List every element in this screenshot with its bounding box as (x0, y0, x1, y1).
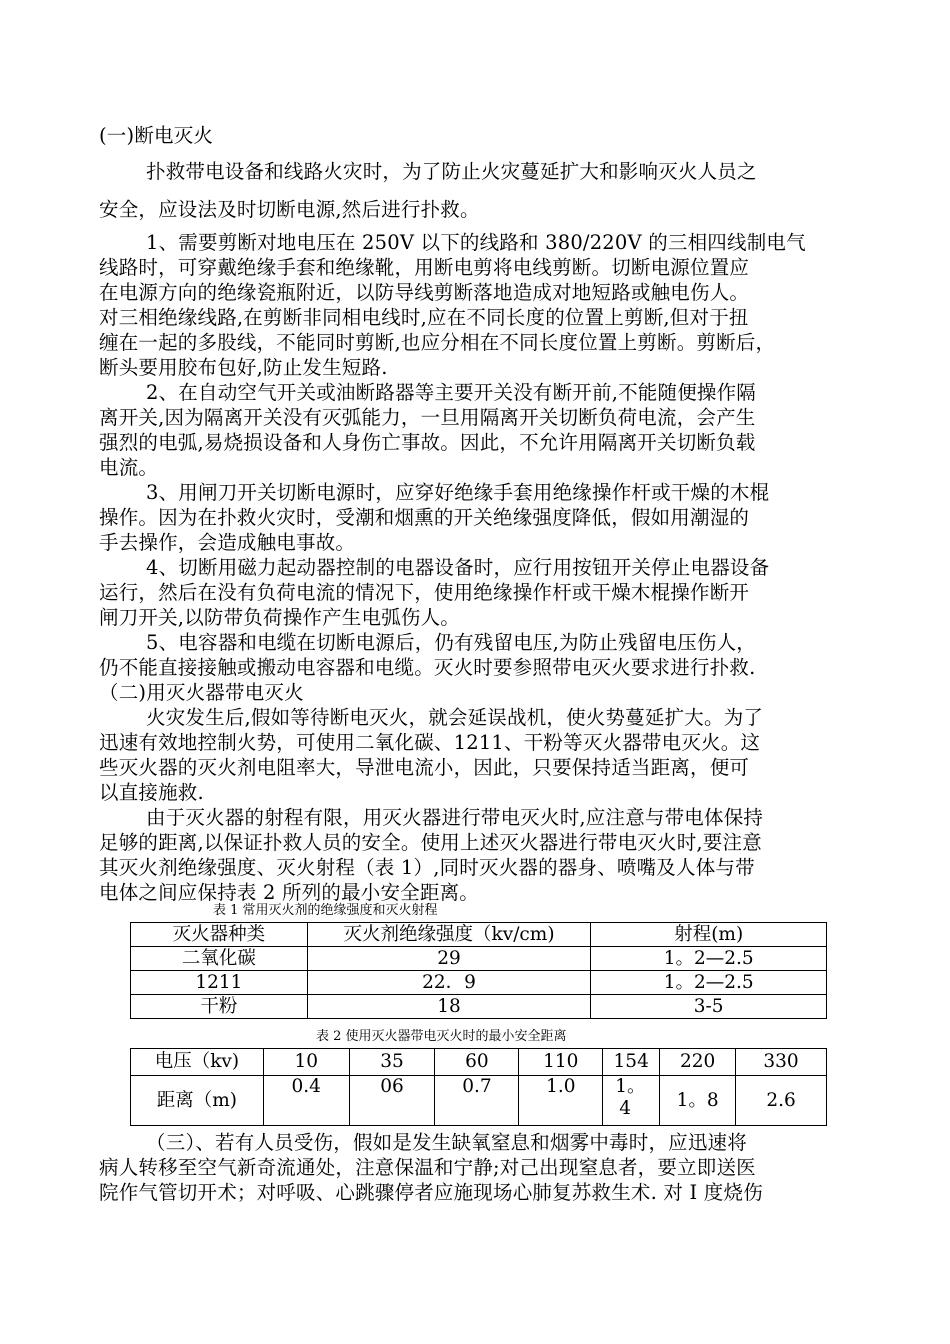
table-cell: 1。2—2.5 (591, 947, 827, 971)
table1 (130, 922, 827, 1019)
table1-header: 灭火器种类 (131, 923, 308, 947)
table-cell: 0.4 (263, 1076, 349, 1126)
table-cell: 距离（m) (131, 1076, 264, 1126)
table-cell: 电压（kv) (131, 1049, 264, 1076)
paragraph-line: 电体之间应保持表 2 所列的最小安全距离。 (99, 881, 480, 904)
paragraph-line: 手去操作，会造成触电事故。 (99, 531, 356, 554)
paragraph-line: 足够的距离,以保证扑救人员的安全。使用上述灭火器进行带电灭火时,要注意 (99, 831, 762, 854)
paragraph-line: 强烈的电弧,易烧损设备和人身伤亡事故。因此，不允许用隔离开关切断负载 (99, 431, 756, 454)
paragraph-line: 缠在一起的多股线，不能同时剪断,也应分相在不同长度位置上剪断。剪断后， (99, 331, 776, 354)
table1-header: 灭火剂绝缘强度（kv/cm) (307, 923, 591, 947)
table-cell: 18 (307, 995, 591, 1019)
table-cell: 3-5 (591, 995, 827, 1019)
table2-caption: 表 2 使用灭火器带电灭火时的最小安全距离 (316, 1029, 567, 1044)
table-cell: 154 (603, 1049, 660, 1076)
paragraph-line: 由于灭火器的射程有限，用灭火器进行带电灭火时,应注意与带电体保持 (146, 806, 764, 829)
paragraph-line: 对三相绝缘线路,在剪断非同相电线时,应在不同长度的位置上剪断,但对于扭 (99, 306, 749, 329)
paragraph-line: 电流。 (99, 456, 159, 479)
table2 (130, 1048, 827, 1126)
paragraph-line: 线路时，可穿戴绝缘手套和绝缘靴，用断电剪将电线剪断。切断电源位置应 (99, 256, 750, 279)
table-cell: 干粉 (131, 995, 308, 1019)
table-cell: 10 (263, 1049, 349, 1076)
table1-header: 射程(m) (591, 923, 827, 947)
paragraph-line: 5、电容器和电缆在切断电源后，仍有残留电压,为防止残留电压伤人， (146, 631, 757, 654)
table-cell: 35 (349, 1049, 435, 1076)
paragraph-line: 火灾发生后,假如等待断电灭火，就会延误战机，使火势蔓延扩大。为了 (146, 706, 764, 729)
table-row (131, 995, 827, 1019)
table-cell: 29 (307, 947, 591, 971)
paragraph-line: 迅速有效地控制火势，可使用二氧化碳、1211、干粉等灭火器带电灭火。这 (99, 731, 761, 754)
table-cell: 110 (519, 1049, 603, 1076)
paragraph-line: 运行，然后在没有负荷电流的情况下，使用绝缘操作杆或干燥木棍操作断开 (99, 581, 750, 604)
table-cell (603, 1076, 660, 1126)
table-cell: 1.0 (519, 1076, 603, 1126)
table-cell: 06 (349, 1076, 435, 1126)
paragraph-line: 2、在自动空气开关或油断路器等主要开关没有断开前,不能随便操作隔 (146, 381, 757, 404)
paragraph-line: 其灭火剂绝缘强度、灭火射程（表 1）,同时灭火器的器身、喷嘴及人体与带 (99, 856, 755, 879)
table-cell: 0.7 (435, 1076, 519, 1126)
table-row (131, 923, 827, 947)
section-heading-2: （二)用灭火器带电灭火 (99, 681, 304, 704)
paragraph-line: 以直接施救. (99, 781, 204, 804)
paragraph-line: （三）、若有人员受伤，假如是发生缺氧窒息和烟雾中毒时，应迅速将 (146, 1131, 747, 1154)
cell-line: 4 (619, 1098, 631, 1119)
paragraph-line: 3、用闸刀开关切断电源时，应穿好绝缘手套用绝缘操作杆或干燥的木棍 (146, 481, 770, 504)
paragraph-line: 4、切断用磁力起动器控制的电器设备时，应行用按钮开关停止电器设备 (146, 556, 770, 579)
table-cell: 60 (435, 1049, 519, 1076)
paragraph-line: 操作。因为在扑救火灾时，受潮和烟熏的开关绝缘强度降低，假如用潮湿的 (99, 506, 750, 529)
paragraph-line: 扑救带电设备和线路火灾时，为了防止火灾蔓延扩大和影响灭火人员之 (146, 160, 757, 183)
paragraph-line: 在电源方向的绝缘瓷瓶附近，以防导线剪断落地造成对地短路或触电伤人。 (99, 281, 750, 304)
table-cell: 1。8 (660, 1076, 736, 1126)
table-cell: 220 (660, 1049, 736, 1076)
table-cell: 2.6 (736, 1076, 827, 1126)
paragraph-line: 闸刀开关,以防带负荷操作产生电弧伤人。 (99, 606, 460, 629)
paragraph-line: 些灭火器的灭火剂电阻率大，导泄电流小，因此，只要保持适当距离，便可 (99, 756, 750, 779)
table-cell: 330 (736, 1049, 827, 1076)
paragraph-line: 断头要用胶布包好,防止发生短路. (99, 356, 388, 379)
table-row (131, 971, 827, 995)
table-cell: 1。2—2.5 (591, 971, 827, 995)
paragraph-line: 仍不能直接接触或搬动电容器和电缆。灭火时要参照带电灭火要求进行扑救. (99, 656, 756, 679)
section-heading-1: (一)断电灭火 (99, 124, 214, 147)
paragraph-line: 安全，应设法及时切断电源,然后进行扑救。 (99, 198, 480, 221)
paragraph-line: 离开关,因为隔离开关没有灭弧能力，一旦用隔离开关切断负荷电流，会产生 (99, 406, 756, 429)
table-row (131, 1049, 827, 1076)
cell-line: 1。 (615, 1076, 646, 1097)
table1-caption: 表 1 常用灭火剂的绝缘强度和灭火射程 (213, 903, 438, 918)
paragraph-line: 院作气管切开术；对呼吸、心跳骤停者应施现场心肺复苏救生术. 对 I 度烧伤 (99, 1181, 763, 1204)
table-cell: 1211 (131, 971, 308, 995)
paragraph-line: 1、需要剪断对地电压在 250V 以下的线路和 380/220V 的三相四线制电气 (146, 231, 806, 254)
table-cell: 22．9 (307, 971, 591, 995)
table-row (131, 1076, 827, 1126)
paragraph-line: 病人转移至空气新奇流通处，注意保温和宁静;对己出现窒息者，要立即送医 (99, 1156, 756, 1179)
table-cell: 二氧化碳 (131, 947, 308, 971)
table-row (131, 947, 827, 971)
